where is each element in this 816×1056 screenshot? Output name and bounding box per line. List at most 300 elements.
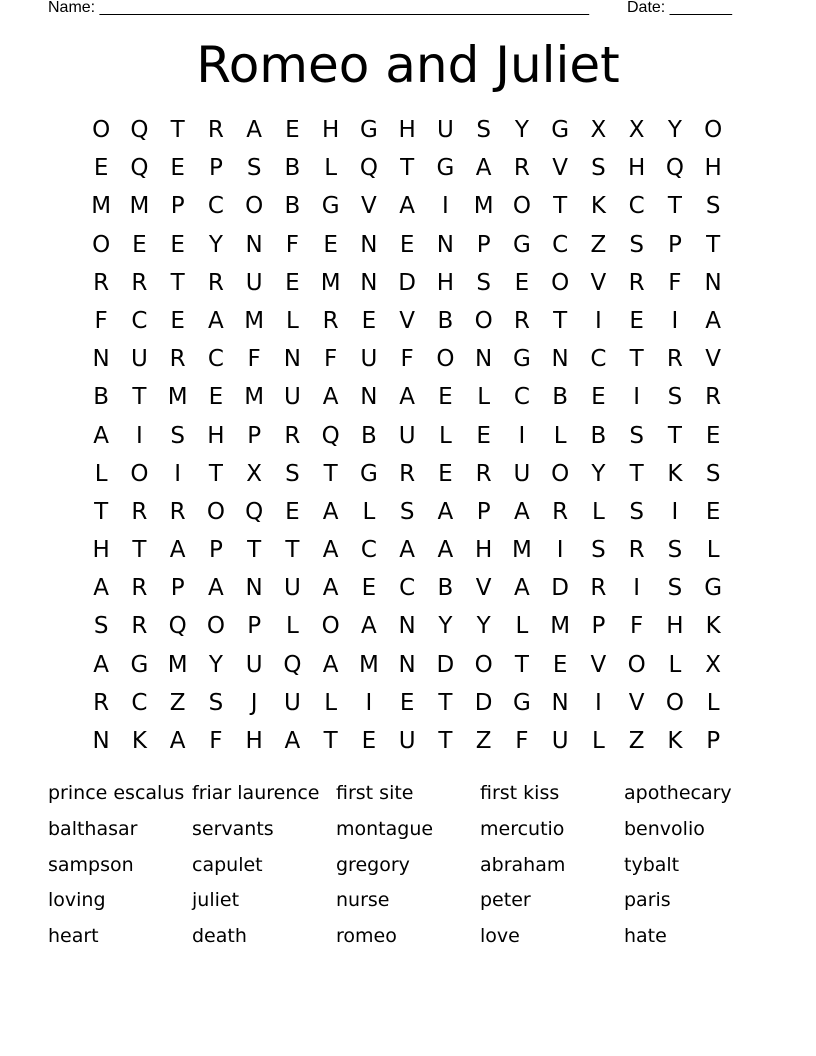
worksheet-header (48, 0, 732, 18)
grid-letter: C (552, 231, 569, 258)
grid-letter: G (359, 117, 378, 143)
grid-letter: B (437, 307, 454, 334)
grid-letter: O (665, 689, 684, 716)
grid-letter: C (207, 346, 224, 373)
grid-letter: R (513, 307, 530, 334)
grid-letter: G (359, 460, 378, 487)
grid-letter: F (94, 307, 108, 334)
grid-letter: A (437, 537, 454, 564)
grid-letter: R (513, 155, 530, 182)
name-field-label: Name: _______________________________________________________ (48, 0, 589, 16)
word-bank-item: capulet (192, 853, 263, 876)
grid-letter: E (361, 307, 377, 334)
grid-letter: U (283, 384, 301, 411)
grid-letter: B (93, 384, 110, 411)
grid-letter: C (399, 575, 416, 602)
grid-letter: S (667, 384, 683, 411)
grid-letter: I (671, 307, 679, 334)
grid-letter: O (321, 613, 340, 640)
grid-letter: U (130, 346, 148, 373)
grid-letter: O (206, 498, 225, 525)
grid-letter: O (436, 346, 455, 373)
word-bank-item: benvolio (624, 817, 705, 840)
grid-letter: C (131, 689, 148, 716)
grid-letter: Q (130, 117, 149, 143)
grid-letter: L (324, 689, 338, 716)
word-search-grid (82, 111, 732, 760)
grid-letter: P (476, 498, 491, 525)
grid-letter: A (475, 155, 492, 182)
grid-letter: T (94, 498, 109, 525)
grid-letter: U (245, 269, 263, 296)
grid-letter: I (365, 689, 373, 716)
grid-letter: P (208, 537, 223, 564)
grid-letter: O (474, 307, 493, 334)
grid-letter: T (667, 422, 682, 449)
grid-letter: E (438, 460, 453, 487)
grid-letter: T (170, 117, 185, 143)
grid-letter: I (594, 689, 602, 716)
word-bank-item: juliet (192, 889, 240, 912)
grid-letter: T (247, 537, 262, 564)
grid-letter: V (705, 346, 721, 373)
grid-letter: V (590, 269, 607, 296)
grid-letter: R (590, 575, 607, 602)
grid-letter: I (441, 193, 449, 220)
grid-letter: M (320, 269, 341, 296)
grid-letter: E (552, 651, 568, 678)
grid-letter: L (706, 537, 720, 564)
grid-letter: E (170, 155, 185, 182)
grid-letter: C (628, 193, 645, 220)
word-bank-item: nurse (336, 889, 390, 912)
grid-letter: R (131, 613, 148, 640)
grid-letter: H (321, 117, 340, 143)
grid-letter: K (705, 613, 721, 640)
grid-letter: I (518, 422, 526, 449)
grid-letter: H (627, 155, 646, 182)
page-title: Romeo and Juliet (196, 36, 620, 94)
grid-letter: Q (359, 155, 378, 182)
grid-letter: O (627, 651, 646, 678)
grid-letter: R (131, 498, 148, 525)
grid-letter: S (629, 231, 644, 258)
grid-letter: O (245, 193, 264, 220)
grid-letter: S (246, 155, 262, 182)
grid-letter: B (284, 155, 301, 182)
grid-letter: U (513, 460, 531, 487)
grid-letter: R (322, 307, 339, 334)
grid-letter: S (208, 689, 224, 716)
grid-letter: G (512, 231, 531, 258)
grid-letter: L (706, 689, 720, 716)
grid-letter: R (93, 689, 110, 716)
grid-letter: L (553, 422, 567, 449)
grid-letter: T (553, 307, 568, 334)
grid-letter: E (361, 728, 377, 754)
grid-letter: L (94, 460, 108, 487)
grid-letter: N (360, 384, 378, 411)
word-bank-item: montague (336, 817, 434, 840)
grid-letter: A (169, 537, 186, 564)
grid-letter: X (628, 117, 645, 143)
grid-letter: A (361, 613, 377, 640)
grid-letter: R (284, 422, 301, 449)
grid-letter: S (93, 613, 109, 640)
grid-letter: A (93, 575, 109, 602)
grid-letter: U (283, 689, 301, 716)
word-bank-item: peter (480, 889, 531, 912)
grid-letter: E (438, 384, 453, 411)
grid-letter: O (551, 269, 570, 296)
grid-letter: T (438, 689, 453, 716)
grid-letter: P (247, 613, 262, 640)
word-bank-item: tybalt (624, 853, 680, 876)
word-bank-item: paris (624, 889, 671, 912)
grid-letter: P (667, 231, 682, 258)
grid-letter: L (591, 498, 605, 525)
grid-letter: R (666, 346, 683, 373)
grid-letter: K (667, 460, 683, 487)
grid-letter: X (246, 460, 262, 487)
grid-letter: T (208, 460, 223, 487)
grid-letter: T (132, 384, 147, 411)
grid-letter: A (322, 537, 339, 564)
grid-letter: S (667, 575, 683, 602)
grid-letter: E (629, 307, 644, 334)
grid-letter: Y (591, 460, 606, 487)
grid-letter: T (323, 460, 338, 487)
grid-letter: A (322, 575, 339, 602)
word-bank-item: first site (336, 782, 414, 804)
grid-letter: X (705, 651, 721, 678)
grid-letter: E (323, 231, 338, 258)
word-bank-item: death (192, 925, 247, 948)
grid-letter: I (633, 575, 641, 602)
grid-letter: Y (208, 651, 223, 678)
grid-letter: J (250, 689, 258, 716)
grid-letter: N (283, 346, 301, 373)
grid-letter: B (437, 575, 454, 602)
grid-letter: R (705, 384, 722, 411)
grid-letter: M (473, 193, 494, 220)
grid-letter: U (398, 422, 416, 449)
grid-letter: B (552, 384, 569, 411)
grid-letter: S (476, 117, 491, 143)
grid-letter: R (475, 460, 492, 487)
grid-letter: N (398, 613, 416, 640)
grid-letter: C (513, 384, 530, 411)
grid-letter: M (129, 193, 150, 220)
grid-letter: G (551, 117, 570, 143)
grid-letter: A (399, 384, 415, 411)
grid-letter: L (591, 728, 605, 754)
grid-letter: L (285, 307, 299, 334)
word-bank-item: prince escalus (48, 782, 185, 804)
grid-letter: A (93, 422, 109, 449)
grid-letter: D (436, 651, 455, 678)
grid-letter: N (704, 269, 722, 296)
grid-letter: T (629, 346, 644, 373)
grid-letter: N (360, 231, 378, 258)
grid-letter: H (704, 155, 722, 182)
grid-letter: E (285, 117, 300, 143)
grid-letter: T (514, 651, 529, 678)
grid-letter: V (590, 651, 607, 678)
grid-letter: A (514, 498, 530, 525)
grid-letter: V (628, 689, 645, 716)
grid-letter: D (551, 575, 569, 602)
grid-letter: R (131, 269, 148, 296)
word-bank-item: friar laurence (192, 782, 320, 804)
grid-letter: U (360, 346, 378, 373)
grid-letter: C (207, 193, 224, 220)
grid-letter: N (92, 346, 110, 373)
grid-letter: A (705, 307, 721, 334)
grid-letter: L (285, 613, 299, 640)
grid-letter: H (92, 537, 110, 564)
grid-letter: E (361, 575, 377, 602)
grid-letter: T (285, 537, 300, 564)
grid-letter: N (360, 269, 378, 296)
grid-letter: A (399, 193, 415, 220)
grid-letter: T (170, 269, 185, 296)
grid-letter: Q (245, 498, 264, 525)
grid-letter: F (668, 269, 682, 296)
grid-letter: C (360, 537, 377, 564)
grid-letter: F (247, 346, 261, 373)
grid-letter: S (705, 460, 721, 487)
grid-letter: E (399, 689, 415, 716)
grid-letter: H (666, 613, 684, 640)
grid-letter: G (512, 346, 531, 373)
grid-letter: R (552, 498, 569, 525)
grid-letter: B (284, 193, 301, 220)
grid-letter: R (169, 346, 186, 373)
grid-letter: T (400, 155, 415, 182)
grid-letter: U (398, 728, 416, 754)
grid-letter: I (135, 422, 143, 449)
grid-letter: V (399, 307, 415, 334)
grid-letter: R (207, 117, 224, 143)
grid-letter: G (704, 575, 723, 602)
grid-letter: X (590, 117, 607, 143)
grid-letter: I (633, 384, 641, 411)
grid-letter: S (591, 155, 606, 182)
grid-letter: E (591, 384, 606, 411)
grid-letter: E (93, 155, 109, 182)
grid-letter: N (92, 728, 110, 754)
grid-letter: F (209, 728, 223, 754)
word-bank-item: abraham (480, 853, 566, 876)
grid-letter: S (399, 498, 415, 525)
grid-letter: G (512, 689, 531, 716)
grid-letter: Z (628, 728, 645, 754)
grid-letter: E (132, 231, 147, 258)
grid-letter: T (438, 728, 453, 754)
grid-letter: F (630, 613, 644, 640)
grid-letter: N (475, 346, 493, 373)
grid-letter: M (358, 651, 379, 678)
grid-letter: B (360, 422, 377, 449)
word-bank-item: loving (48, 889, 106, 912)
word-bank-item: servants (192, 817, 274, 840)
grid-letter: A (284, 728, 301, 754)
grid-letter: M (244, 384, 265, 411)
word-bank-item: romeo (336, 925, 397, 948)
grid-letter: P (706, 728, 721, 754)
grid-letter: O (92, 231, 111, 258)
grid-letter: S (170, 422, 185, 449)
grid-letter: C (590, 346, 607, 373)
grid-letter: O (551, 460, 570, 487)
grid-letter: L (324, 155, 338, 182)
grid-letter: L (668, 651, 682, 678)
grid-letter: Q (168, 613, 187, 640)
grid-letter: A (322, 651, 339, 678)
grid-letter: R (131, 575, 148, 602)
grid-letter: H (207, 422, 225, 449)
grid-letter: N (551, 346, 569, 373)
word-bank (48, 778, 768, 957)
grid-letter: N (436, 231, 454, 258)
grid-letter: E (705, 422, 721, 449)
grid-letter: P (170, 193, 185, 220)
grid-letter: R (169, 498, 186, 525)
grid-letter: O (474, 651, 493, 678)
word-bank-item: love (480, 925, 520, 948)
grid-letter: Y (667, 117, 682, 143)
grid-letter: A (437, 498, 454, 525)
grid-letter: F (324, 346, 338, 373)
grid-letter: T (667, 193, 682, 220)
grid-letter: R (628, 537, 645, 564)
grid-letter: Z (590, 231, 607, 258)
date-field-label: Date: _______ (627, 0, 732, 16)
grid-letter: O (512, 193, 531, 220)
grid-letter: Y (476, 613, 491, 640)
grid-letter: M (91, 193, 112, 220)
grid-letter: E (399, 231, 415, 258)
grid-letter: V (361, 193, 377, 220)
grid-letter: H (398, 117, 416, 143)
grid-letter: T (629, 460, 644, 487)
grid-letter: Q (321, 422, 340, 449)
grid-letter: K (590, 193, 606, 220)
grid-letter: N (245, 231, 263, 258)
grid-letter: K (131, 728, 147, 754)
grid-letter: N (398, 651, 416, 678)
grid-letter: U (245, 651, 263, 678)
grid-letter: C (131, 307, 148, 334)
grid-letter: S (629, 498, 644, 525)
word-bank-item: sampson (48, 853, 134, 876)
grid-letter: F (285, 231, 299, 258)
grid-letter: G (321, 193, 340, 220)
grid-letter: L (438, 422, 452, 449)
word-bank-item: hate (624, 925, 667, 948)
grid-letter: Z (169, 689, 186, 716)
grid-letter: S (285, 460, 300, 487)
word-bank-item: mercutio (480, 817, 565, 840)
grid-letter: O (92, 117, 111, 143)
grid-letter: D (474, 689, 493, 716)
grid-letter: O (704, 117, 723, 143)
grid-letter: P (208, 155, 223, 182)
grid-letter: G (130, 651, 149, 678)
grid-letter: F (515, 728, 529, 754)
grid-letter: Z (475, 728, 492, 754)
grid-letter: M (511, 537, 532, 564)
grid-letter: L (477, 384, 491, 411)
grid-letter: E (170, 231, 185, 258)
word-bank-item: heart (48, 925, 99, 948)
grid-letter: T (323, 728, 338, 754)
grid-letter: M (167, 384, 188, 411)
grid-letter: M (167, 651, 188, 678)
grid-letter: H (436, 269, 455, 296)
grid-letter: I (556, 537, 564, 564)
grid-letter: E (170, 307, 185, 334)
grid-letter: A (514, 575, 530, 602)
grid-letter: E (285, 269, 300, 296)
grid-letter: B (590, 422, 607, 449)
grid-letter: A (246, 117, 262, 143)
grid-letter: F (400, 346, 414, 373)
grid-letter: E (705, 498, 721, 525)
grid-letter: A (93, 651, 109, 678)
grid-letter: A (322, 384, 339, 411)
grid-letter: A (399, 537, 415, 564)
word-bank-item: gregory (336, 853, 410, 876)
grid-letter: P (170, 575, 185, 602)
grid-letter: K (667, 728, 683, 754)
grid-letter: M (244, 307, 265, 334)
grid-letter: Y (208, 231, 223, 258)
grid-letter: A (322, 498, 339, 525)
grid-letter: R (399, 460, 416, 487)
grid-letter: S (591, 537, 606, 564)
grid-letter: G (436, 155, 455, 182)
grid-letter: Q (283, 651, 302, 678)
grid-letter: V (475, 575, 492, 602)
grid-letter: H (474, 537, 493, 564)
grid-letter: R (207, 269, 224, 296)
grid-letter: E (476, 422, 491, 449)
grid-letter: A (169, 728, 186, 754)
grid-letter: P (591, 613, 606, 640)
grid-letter: P (247, 422, 262, 449)
grid-letter: A (208, 307, 224, 334)
grid-letter: I (174, 460, 182, 487)
grid-letter: H (245, 728, 263, 754)
word-bank-item: apothecary (624, 782, 732, 804)
grid-letter: T (706, 231, 721, 258)
grid-letter: N (551, 689, 569, 716)
grid-letter: Y (438, 613, 453, 640)
grid-letter: E (208, 384, 224, 411)
grid-letter: Q (665, 155, 684, 182)
word-bank-item: first kiss (480, 782, 560, 804)
grid-letter: T (553, 193, 568, 220)
grid-letter: Q (130, 155, 149, 182)
grid-letter: L (362, 498, 376, 525)
grid-letter: M (550, 613, 571, 640)
grid-letter: E (514, 269, 530, 296)
grid-letter: Y (514, 117, 529, 143)
grid-letter: R (628, 269, 645, 296)
grid-letter: N (245, 575, 263, 602)
